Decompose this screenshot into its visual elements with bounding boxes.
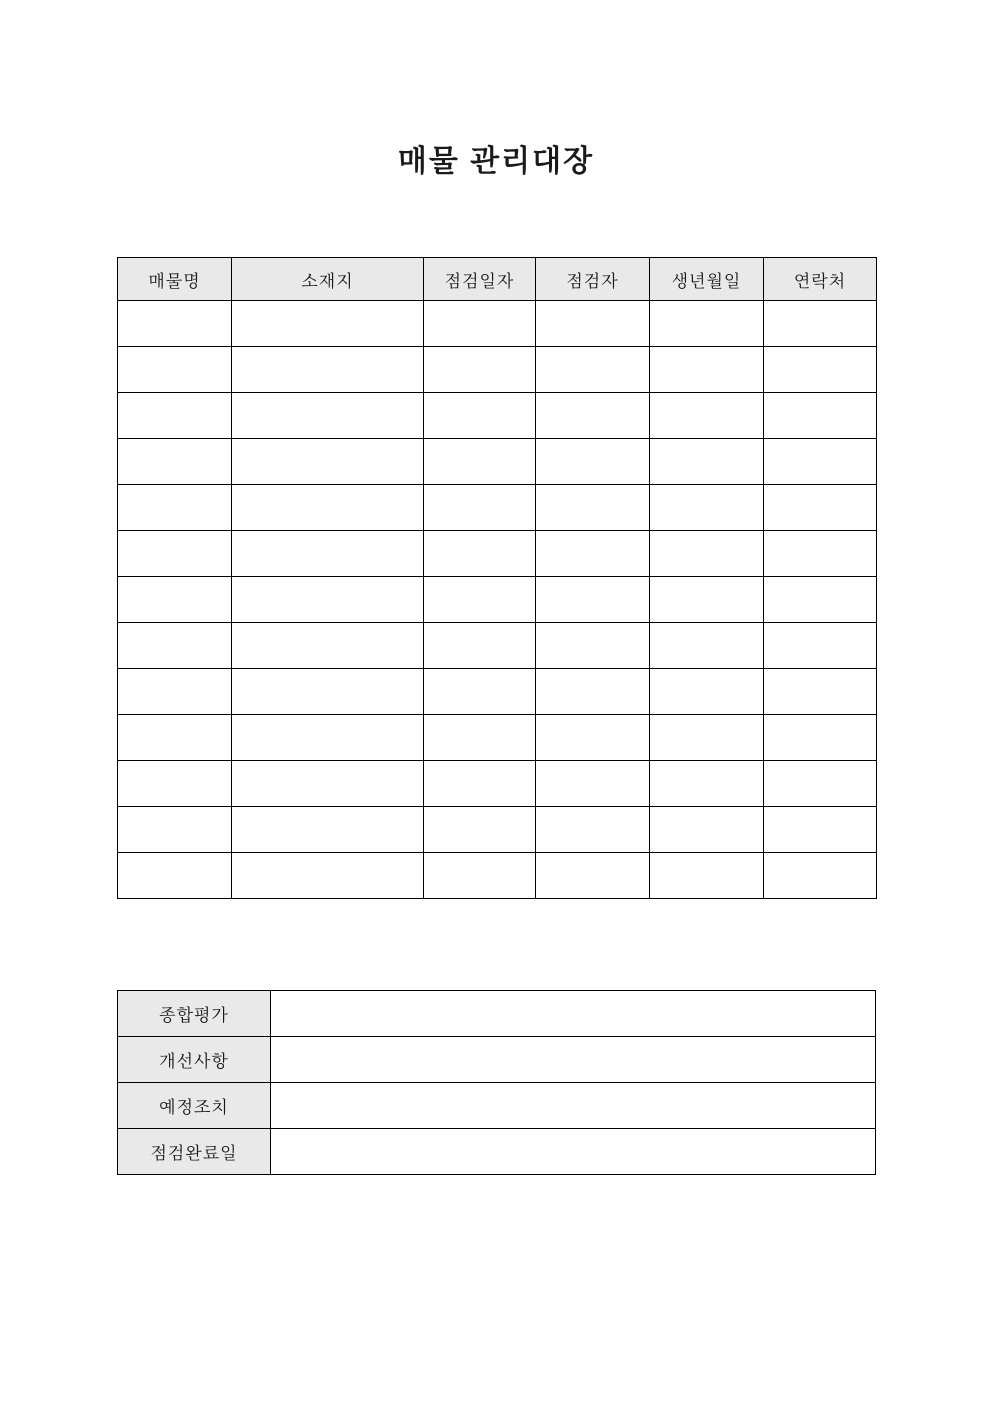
- empty-cell: [118, 577, 232, 623]
- ledger-header-row: [118, 258, 877, 301]
- empty-cell: [650, 301, 764, 347]
- page-title: 매물 관리대장: [397, 145, 595, 178]
- empty-cell: [650, 577, 764, 623]
- empty-cell: [650, 485, 764, 531]
- empty-cell: [424, 715, 536, 761]
- summary-value-overall-evaluation: [271, 991, 876, 1037]
- empty-cell: [536, 623, 650, 669]
- table-row: [118, 531, 877, 577]
- empty-cell: [118, 485, 232, 531]
- ledger-body: [118, 301, 877, 899]
- empty-cell: [424, 347, 536, 393]
- empty-cell: [118, 347, 232, 393]
- summary-label-improvements: 개선사항: [118, 1037, 271, 1083]
- empty-cell: [424, 853, 536, 899]
- empty-cell: [536, 577, 650, 623]
- column-header-contact: 연락처: [764, 258, 877, 301]
- empty-cell: [424, 807, 536, 853]
- empty-cell: [764, 761, 877, 807]
- empty-cell: [650, 393, 764, 439]
- empty-cell: [118, 393, 232, 439]
- column-header-inspector: 점검자: [536, 258, 650, 301]
- empty-cell: [424, 531, 536, 577]
- empty-cell: [764, 807, 877, 853]
- empty-cell: [232, 715, 424, 761]
- column-header-property-name: 매물명: [118, 258, 232, 301]
- empty-cell: [232, 347, 424, 393]
- empty-cell: [424, 393, 536, 439]
- empty-cell: [536, 347, 650, 393]
- table-row: [118, 439, 877, 485]
- empty-cell: [118, 623, 232, 669]
- empty-cell: [118, 531, 232, 577]
- empty-cell: [232, 807, 424, 853]
- empty-cell: [424, 301, 536, 347]
- column-header-birth-date: 생년월일: [650, 258, 764, 301]
- empty-cell: [536, 761, 650, 807]
- empty-cell: [764, 439, 877, 485]
- summary-table: [117, 990, 876, 1175]
- empty-cell: [764, 301, 877, 347]
- empty-cell: [232, 301, 424, 347]
- empty-cell: [764, 715, 877, 761]
- empty-cell: [232, 439, 424, 485]
- table-row: [118, 761, 877, 807]
- empty-cell: [650, 347, 764, 393]
- column-header-inspection-date: 점검일자: [424, 258, 536, 301]
- empty-cell: [650, 669, 764, 715]
- property-ledger-table: [117, 257, 877, 899]
- empty-cell: [118, 853, 232, 899]
- empty-cell: [118, 715, 232, 761]
- table-row: [118, 669, 877, 715]
- table-row: [118, 1129, 876, 1175]
- empty-cell: [764, 531, 877, 577]
- table-row: [118, 991, 876, 1037]
- empty-cell: [764, 577, 877, 623]
- empty-cell: [650, 761, 764, 807]
- table-row: [118, 1037, 876, 1083]
- empty-cell: [232, 531, 424, 577]
- empty-cell: [650, 439, 764, 485]
- summary-label-planned-action: 예정조치: [118, 1083, 271, 1129]
- empty-cell: [536, 807, 650, 853]
- table-row: [118, 715, 877, 761]
- table-row: [118, 807, 877, 853]
- empty-cell: [536, 439, 650, 485]
- empty-cell: [764, 669, 877, 715]
- empty-cell: [118, 761, 232, 807]
- empty-cell: [232, 577, 424, 623]
- empty-cell: [424, 485, 536, 531]
- summary-value-planned-action: [271, 1083, 876, 1129]
- empty-cell: [764, 485, 877, 531]
- empty-cell: [650, 853, 764, 899]
- empty-cell: [232, 393, 424, 439]
- table-row: [118, 485, 877, 531]
- empty-cell: [764, 853, 877, 899]
- empty-cell: [764, 623, 877, 669]
- empty-cell: [232, 485, 424, 531]
- empty-cell: [424, 623, 536, 669]
- empty-cell: [232, 623, 424, 669]
- empty-cell: [118, 439, 232, 485]
- empty-cell: [536, 715, 650, 761]
- empty-cell: [118, 669, 232, 715]
- empty-cell: [650, 623, 764, 669]
- empty-cell: [232, 761, 424, 807]
- table-row: [118, 577, 877, 623]
- empty-cell: [118, 807, 232, 853]
- empty-cell: [424, 439, 536, 485]
- empty-cell: [764, 393, 877, 439]
- summary-value-improvements: [271, 1037, 876, 1083]
- empty-cell: [536, 485, 650, 531]
- empty-cell: [536, 301, 650, 347]
- summary-label-overall-evaluation: 종합평가: [118, 991, 271, 1037]
- table-row: [118, 853, 877, 899]
- empty-cell: [650, 807, 764, 853]
- empty-cell: [424, 761, 536, 807]
- empty-cell: [536, 853, 650, 899]
- empty-cell: [118, 301, 232, 347]
- empty-cell: [764, 347, 877, 393]
- empty-cell: [650, 715, 764, 761]
- empty-cell: [232, 853, 424, 899]
- empty-cell: [536, 669, 650, 715]
- summary-label-inspection-complete-date: 점검완료일: [118, 1129, 271, 1175]
- table-row: [118, 393, 877, 439]
- column-header-location: 소재지: [232, 258, 424, 301]
- empty-cell: [424, 669, 536, 715]
- empty-cell: [232, 669, 424, 715]
- empty-cell: [650, 531, 764, 577]
- table-row: [118, 1083, 876, 1129]
- table-row: [118, 623, 877, 669]
- table-row: [118, 301, 877, 347]
- table-row: [118, 347, 877, 393]
- empty-cell: [536, 393, 650, 439]
- empty-cell: [424, 577, 536, 623]
- empty-cell: [536, 531, 650, 577]
- summary-value-inspection-complete-date: [271, 1129, 876, 1175]
